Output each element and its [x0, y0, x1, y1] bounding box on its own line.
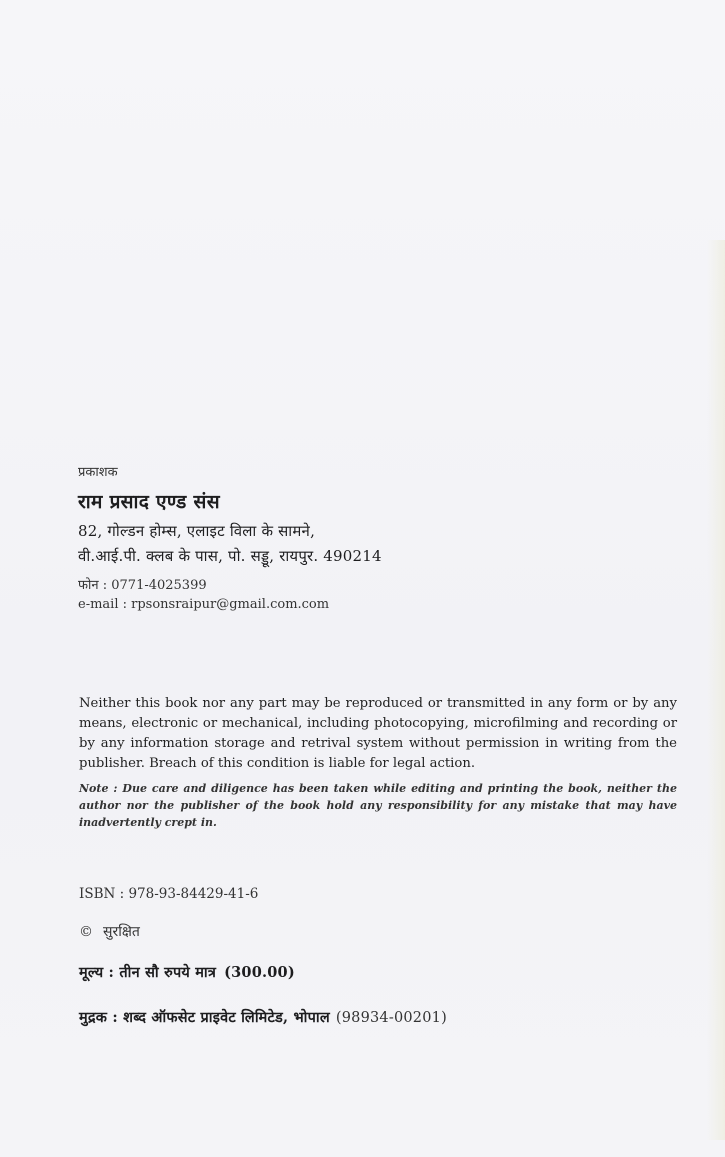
- rights-notice: Neither this book nor any part may be reproduced or transmitted in any form or by any means, electronic or mechanical, including photocopying, microfilming and recording or by any information storage and retrival system without permission in writing from the publisher. Breach of this condition is liable for legal action.: [79, 696, 677, 771]
- copyright-line: [79, 922, 140, 941]
- publisher-phone: फोन : 0771-4025399: [78, 578, 207, 593]
- page-edge-shadow: [707, 240, 725, 1140]
- disclaimer-note: Note : Due care and diligence has been taken while editing and printing the book, neither the author nor the publisher of the book hold any responsibility for any mistake that may have inadvertently crept in.: [79, 782, 677, 829]
- price-amount: (300.00): [224, 964, 295, 981]
- price-label: मूल्य : तीन सौ रुपये मात्र: [79, 964, 217, 981]
- publisher-address-line1: 82, गोल्डन होम्स, एलाइट विला के सामने,: [78, 522, 316, 540]
- copyright-symbol: ©: [79, 924, 93, 940]
- price-line: [79, 962, 295, 982]
- publisher-name: राम प्रसाद एण्ड संस: [78, 491, 220, 513]
- copyright-text: सुरक्षित: [103, 924, 140, 940]
- publisher-label: प्रकाशक: [78, 465, 118, 480]
- printer-label: मुद्रक : शब्द ऑफसेट प्राइवेट लिमिटेड, भोपाल: [79, 1009, 330, 1026]
- publisher-address-line2: वी.आई.पी. क्लब के पास, पो. सड्डू, रायपुर. 490214: [78, 547, 382, 565]
- printer-line: [79, 1007, 447, 1027]
- printer-phone: (98934-00201): [335, 1010, 447, 1026]
- publisher-email: e-mail : rpsonsraipur@gmail.com.com: [78, 597, 330, 612]
- isbn: ISBN : 978-93-84429-41-6: [79, 886, 259, 902]
